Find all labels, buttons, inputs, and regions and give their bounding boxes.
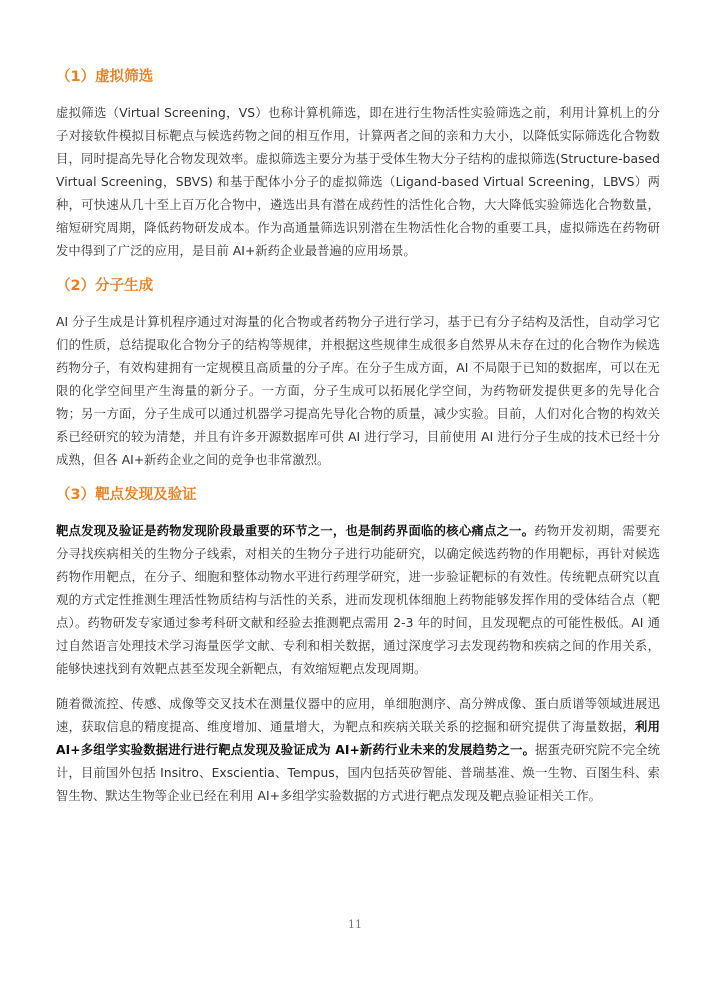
section-target-discovery (56, 484, 660, 808)
paragraph-text: 虚拟筛选（Virtual Screening，VS）也称计算机筛选，即在进行生物活性实验筛选之前，利用计算机上的分子对接软件模拟目标靶点与候选药物之间的相互作用，计算两者之间的亲和力大小，以降低实际筛选化合物数目，同时提高先导化合物发现效率。虚拟筛选主要分为基于受体生物大分子结构的虚拟筛选(Structure-based Virtual Screening，SBVS) 和基于配体小分子的虚拟筛选（Ligand-based Virtual Screening，LBVS）两种，可快速从几十至上百万化合物中，遴选出具有潜在成药性的活性化合物，大大降低实验筛选化合物数量，缩短研究周期，降低药物研发成本。作为高通量筛选识别潜在生物活性化合物的重要工具，虚拟筛选在药物研发中得到了广泛的应用，是目前 AI+新药企业最普遍的应用场景。 (56, 106, 660, 258)
section-virtual-screening (56, 66, 660, 263)
paragraph (56, 520, 660, 681)
paragraph-text: 药物开发初期，需要充分寻找疾病相关的生物分子线索，对相关的生物分子进行功能研究，以确定候选药物的作用靶标，再针对候选药物作用靶点，在分子、细胞和整体动物水平进行药理学研究，进一步验证靶标的有效性。传统靶点研究以直观的方式定性推测生理活性物质结构与活性的关系，进而发现机体细胞上药物能够发挥作用的受体结合点（靶点）。药物研发专家通过参考科研文献和经验去推测靶点需用 2-3 年的时间，且发现靶点的可能性极低。AI 通过自然语言处理技术学习海量医学文献、专利和相关数据，通过深度学习去发现药物和疾病之间的作用关系，能够快速找到有效靶点甚至发现全新靶点，有效缩短靶点发现周期。 (56, 524, 660, 676)
section-heading: （1）虚拟筛选 (56, 69, 154, 85)
paragraph (56, 102, 660, 263)
paragraph-text: AI 分子生成是计算机程序通过对海量的化合物或者药物分子进行学习，基于已有分子结构及活性，自动学习它们的性质，总结提取化合物分子的结构等规律，并根据这些规律生成很多自然界从未存在过的化合物作为候选药物分子，有效构建拥有一定规模且高质量的分子库。在分子生成方面，AI 不局限于已知的数据库，可以在无限的化学空间里产生海量的新分子。一方面，分子生成可以拓展化学空间，为药物研发提供更多的先导化合物；另一方面，分子生成可以通过机器学习提高先导化合物的质量，减少实验。目前，人们对化合物的构效关系已经研究的较为清楚，并且有许多开源数据库可供 AI 进行学习，目前使用 AI 进行分子生成的技术已经十分成熟，但各 AI+新药企业之间的竞争也非常激烈。 (56, 315, 660, 467)
document-body (56, 66, 660, 820)
paragraph (56, 693, 660, 808)
paragraph-text-pre: 随着微流控、传感、成像等交叉技术在测量仪器中的应用，单细胞测序、高分辨成像、蛋白质谱等领域进展迅速，获取信息的精度提高、维度增加、通量增大，为靶点和疾病关联关系的挖掘和研究提供了海量数据， (56, 697, 660, 734)
section-molecule-generation (56, 275, 660, 472)
section-heading: （3）靶点发现及验证 (56, 487, 197, 503)
paragraph-bold-lead: 利用 AI+多组学实验数据进行进行靶点发现及验证成为 AI+新药行业未来的发展趋势之一。 (56, 720, 660, 757)
paragraph-bold-lead: 靶点发现及验证是药物发现阶段最重要的环节之一，也是制药界面临的核心痛点之一。 (56, 524, 535, 538)
page-number: 11 (348, 918, 362, 931)
section-heading: （2）分子生成 (56, 278, 154, 294)
paragraph-text: 据蛋壳研究院不完全统计，目前国外包括 Insitro、Exscientia、Tempus，国内包括英矽智能、普瑞基准、焕一生物、百图生科、索智生物、默达生物等企业已经在利用 AI+多组学实验数据的方式进行靶点发现及靶点验证相关工作。 (56, 743, 660, 803)
paragraph (56, 311, 660, 472)
